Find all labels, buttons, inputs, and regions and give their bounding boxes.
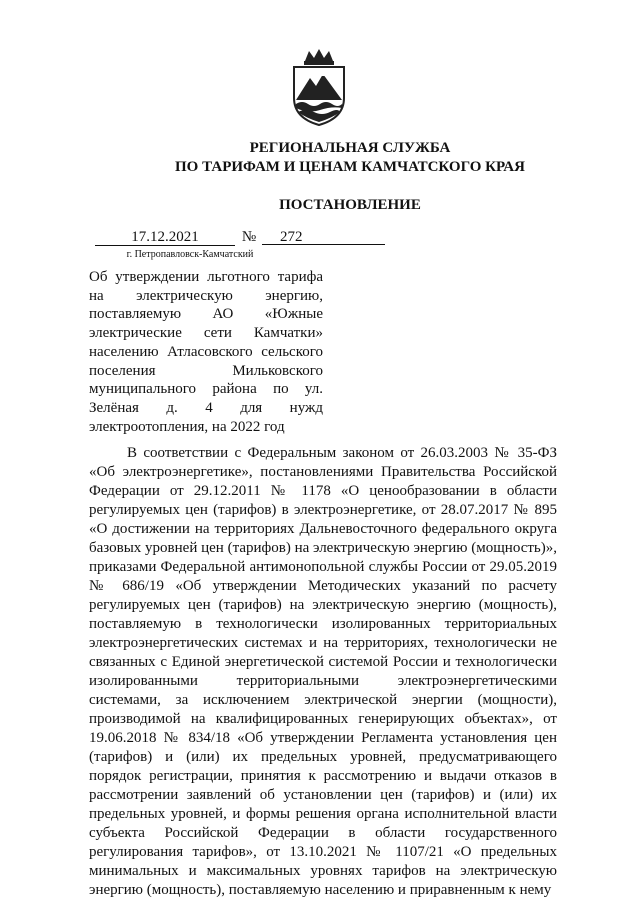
number-sign: №	[241, 229, 257, 245]
authority-name	[150, 139, 550, 177]
date-number-row	[95, 229, 385, 249]
document-type: ПОСТАНОВЛЕНИЕ	[279, 197, 421, 213]
authority-line-1: РЕГИОНАЛЬНАЯ СЛУЖБА	[249, 140, 451, 156]
document-body-paragraph: В соответствии с Федеральным законом от 26.03.2003 № 35-ФЗ «Об электроэнергетике», постановлениями Правительства Российской Федерации от 29.12.2011 № 1178 «О ценообразовании в области регулируемых цен (тарифов) в электроэнергетике, от 28.07.2017 № 895 «О достижении на территориях Дальневосточного федерального округа базовых уровней цен (тарифов) на электрическую энергию (мощность)», приказами Федеральной антимонопольной службы России от 29.05.2019 № 686/19 «Об утверждении Методических указаний по расчету регулируемых цен (тарифов) на электрическую энергию (мощность), поставляемую в технологически изолированных территориальных электроэнергетических системах и на территориях, технологически не связанных с Единой энергетической системой России и технологически изолированными территориальными электроэнергетическими системами, за исключением электрической энергии (мощности), производимой на квалифицированных генерирующих объектах», от 19.06.2018 № 834/18 «Об утверждении Регламента установления цен (тарифов) и (или) их предельных уровней, предусматривающего порядок регистрации, принятия к рассмотрению и выдачи отказов в рассмотрении заявлений об установлении цен (тарифов) и (или) их предельных уровней, и формы решения органа исполнительной власти субъекта Российской Федерации в области государственного регулирования тарифов», от 13.10.2021 № 1107/21 «О предельных минимальных и максимальных уровнях тарифов на электрическую энергию (мощность), поставляемую населению и приравненным к нему	[89, 445, 557, 898]
document-city: г. Петропавловск-Камчатский	[126, 249, 254, 260]
authority-line-2: ПО ТАРИФАМ И ЦЕНАМ КАМЧАТСКОГО КРАЯ	[175, 159, 525, 175]
document-subject: Об утверждении льготного тарифа на электрическую энергию, поставляемую АО «Южные электрические сети Камчатки» населению Атласовского сельского поселения Мильковского муниципального района по ул. Зелёная д. 4 для нужд электроотопления, на 2022 год	[89, 269, 323, 435]
document-number: 272	[262, 229, 385, 245]
kamchatka-coat-of-arms-icon	[288, 48, 350, 126]
document-date: 17.12.2021	[95, 229, 235, 246]
